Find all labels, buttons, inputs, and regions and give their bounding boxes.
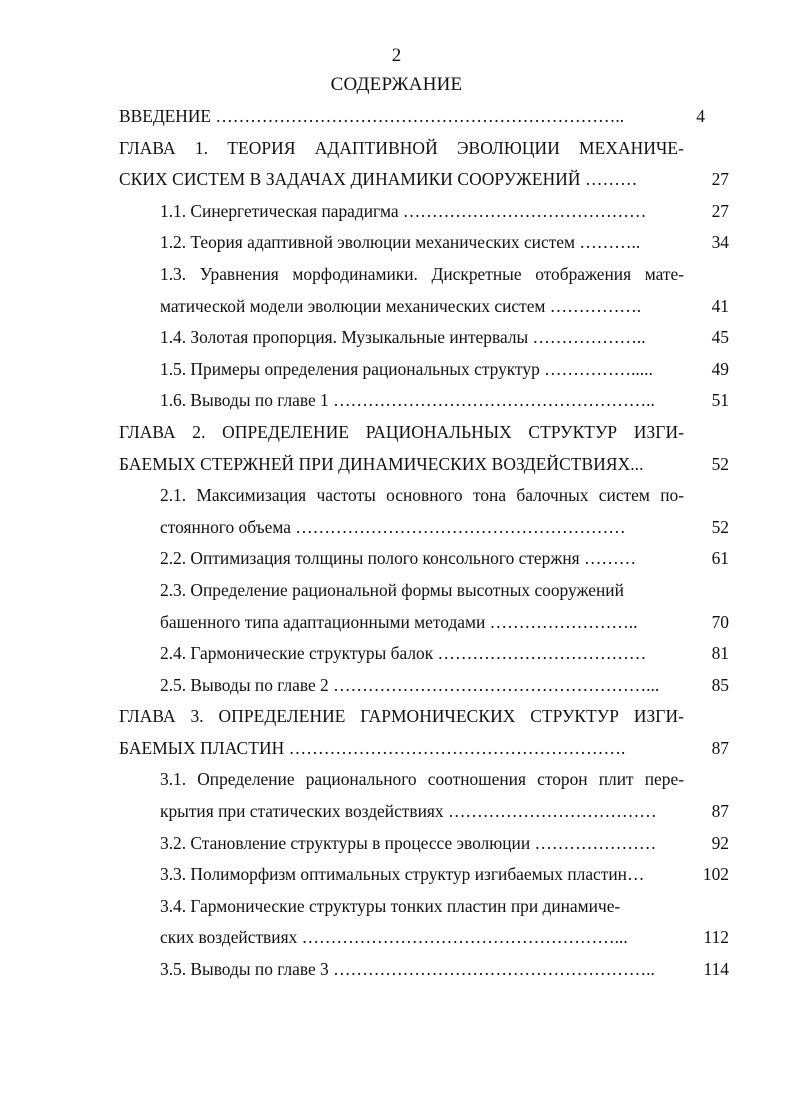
toc-entry-text: крытия при статических воздействиях ……………………………… bbox=[160, 801, 657, 822]
toc-entry-text: 3.4. Гармонические структуры тонких пластин при динамиче- bbox=[160, 895, 621, 916]
toc-entry-page: 92 bbox=[711, 832, 729, 853]
toc-section-1-6 bbox=[0, 385, 793, 417]
toc-entry-page: 49 bbox=[711, 358, 729, 379]
toc-entry-text: 2.1. Максимизация частоты основного тона балочных систем по- bbox=[160, 485, 684, 506]
toc-entry-page: 87 bbox=[711, 801, 729, 822]
toc-chapter-1-line-1 bbox=[0, 133, 793, 165]
toc-section-2-2 bbox=[0, 543, 793, 575]
toc-section-1-3-line-2 bbox=[0, 291, 793, 323]
toc-section-2-5 bbox=[0, 670, 793, 702]
toc-entry-text: 1.6. Выводы по главе 1 ……………………………………………….. bbox=[160, 390, 655, 411]
toc-section-2-1-line-2 bbox=[0, 512, 793, 544]
toc-entry-text: 1.2. Теория адаптивной эволюции механических систем ……….. bbox=[160, 232, 641, 253]
toc-entry-text: стоянного объема ………………………………………………… bbox=[160, 516, 626, 537]
toc-entry-text: ГЛАВА 2. ОПРЕДЕЛЕНИЕ РАЦИОНАЛЬНЫХ СТРУКТУР ИЗГИ- bbox=[119, 421, 684, 442]
toc-entry-page: 52 bbox=[711, 516, 729, 537]
toc-entry-text: 2.3. Определение рациональной формы высотных сооружений bbox=[160, 579, 624, 600]
toc-entry-introduction bbox=[0, 101, 793, 133]
toc-section-3-5 bbox=[0, 954, 793, 986]
toc-entry-page: 61 bbox=[711, 548, 729, 569]
toc-entry-text: БАЕМЫХ СТЕРЖНЕЙ ПРИ ДИНАМИЧЕСКИХ ВОЗДЕЙСТВИЯХ... bbox=[119, 453, 644, 474]
toc-entry-page: 4 bbox=[696, 106, 705, 126]
toc-entry-text: 2.4. Гармонические структуры балок ……………………………… bbox=[160, 643, 647, 664]
toc-entry-page: 52 bbox=[711, 453, 729, 474]
toc-entry-text: 3.5. Выводы по главе 3 ……………………………………………….. bbox=[160, 959, 655, 980]
toc-section-2-3-line-2 bbox=[0, 607, 793, 639]
toc-entry-text: 1.5. Примеры определения рациональных структур ……………..... bbox=[160, 358, 653, 379]
toc-entry-text: 1.3. Уравнения морфодинамики. Дискретные отображения мате- bbox=[160, 263, 684, 284]
toc-section-1-3-line-1 bbox=[0, 259, 793, 291]
toc-entry-page: 85 bbox=[711, 674, 729, 695]
toc-entry-page: 114 bbox=[703, 959, 729, 980]
toc-entry-page: 41 bbox=[711, 295, 729, 316]
toc-entry-text: 1.1. Синергетическая парадигма …………………………………… bbox=[160, 200, 647, 221]
toc-section-2-3-line-1 bbox=[0, 575, 793, 607]
toc-entry-page: 81 bbox=[711, 643, 729, 664]
toc-entry-page: 112 bbox=[703, 927, 729, 948]
toc-chapter-2-line-2 bbox=[0, 449, 793, 481]
toc-entry-text: башенного типа адаптационными методами …………………….. bbox=[160, 611, 638, 632]
table-of-contents bbox=[0, 101, 793, 986]
toc-section-1-2 bbox=[0, 227, 793, 259]
toc-section-2-4 bbox=[0, 638, 793, 670]
toc-section-3-4-line-1 bbox=[0, 891, 793, 923]
toc-entry-page: 70 bbox=[711, 611, 729, 632]
toc-entry-page: 34 bbox=[711, 232, 729, 253]
toc-section-1-5 bbox=[0, 354, 793, 386]
toc-section-3-1-line-1 bbox=[0, 764, 793, 796]
toc-entry-text: СКИХ СИСТЕМ В ЗАДАЧАХ ДИНАМИКИ СООРУЖЕНИЙ ……… bbox=[119, 169, 638, 190]
toc-entry-text: 2.5. Выводы по главе 2 ………………………………………………... bbox=[160, 674, 660, 695]
toc-chapter-2-line-1 bbox=[0, 417, 793, 449]
toc-entry-text: ГЛАВА 3. ОПРЕДЕЛЕНИЕ ГАРМОНИЧЕСКИХ СТРУКТУР ИЗГИ- bbox=[119, 706, 684, 727]
toc-section-3-3 bbox=[0, 859, 793, 891]
toc-entry-text: 3.3. Полиморфизм оптимальных структур изгибаемых пластин… bbox=[160, 864, 645, 885]
toc-entry-text: матической модели эволюции механических систем ……………. bbox=[160, 295, 642, 316]
toc-chapter-1-line-2 bbox=[0, 164, 793, 196]
toc-section-3-4-line-2 bbox=[0, 922, 793, 954]
toc-section-1-1 bbox=[0, 196, 793, 228]
toc-entry-page: 87 bbox=[711, 737, 729, 758]
toc-section-2-1-line-1 bbox=[0, 480, 793, 512]
toc-title: СОДЕРЖАНИЕ bbox=[330, 74, 463, 95]
toc-chapter-3-line-2 bbox=[0, 733, 793, 765]
toc-entry-text: ГЛАВА 1. ТЕОРИЯ АДАПТИВНОЙ ЭВОЛЮЦИИ МЕХАНИЧЕ- bbox=[119, 137, 684, 158]
toc-entry-text: 2.2. Оптимизация толщины полого консольного стержня ……… bbox=[160, 548, 637, 569]
toc-entry-text: ВВЕДЕНИЕ …………………………………………………………….. bbox=[119, 106, 625, 126]
toc-section-3-2 bbox=[0, 828, 793, 860]
toc-entry-text: ских воздействиях ………………………………………………... bbox=[160, 927, 628, 948]
toc-entry-page: 27 bbox=[711, 200, 729, 221]
toc-entry-page: 27 bbox=[711, 169, 729, 190]
toc-entry-text: 3.1. Определение рационального соотношения сторон плит пере- bbox=[160, 769, 684, 790]
toc-entry-text: 1.4. Золотая пропорция. Музыкальные интервалы ……………….. bbox=[160, 327, 646, 348]
toc-entry-text: БАЕМЫХ ПЛАСТИН …………………………………………………. bbox=[119, 737, 626, 758]
toc-entry-text: 3.2. Становление структуры в процессе эволюции ………………… bbox=[160, 832, 657, 853]
page-number: 2 bbox=[391, 45, 402, 66]
toc-section-1-4 bbox=[0, 322, 793, 354]
toc-chapter-3-line-1 bbox=[0, 701, 793, 733]
toc-section-3-1-line-2 bbox=[0, 796, 793, 828]
toc-entry-page: 102 bbox=[702, 864, 729, 885]
toc-entry-page: 45 bbox=[711, 327, 729, 348]
toc-entry-page: 51 bbox=[711, 390, 729, 411]
